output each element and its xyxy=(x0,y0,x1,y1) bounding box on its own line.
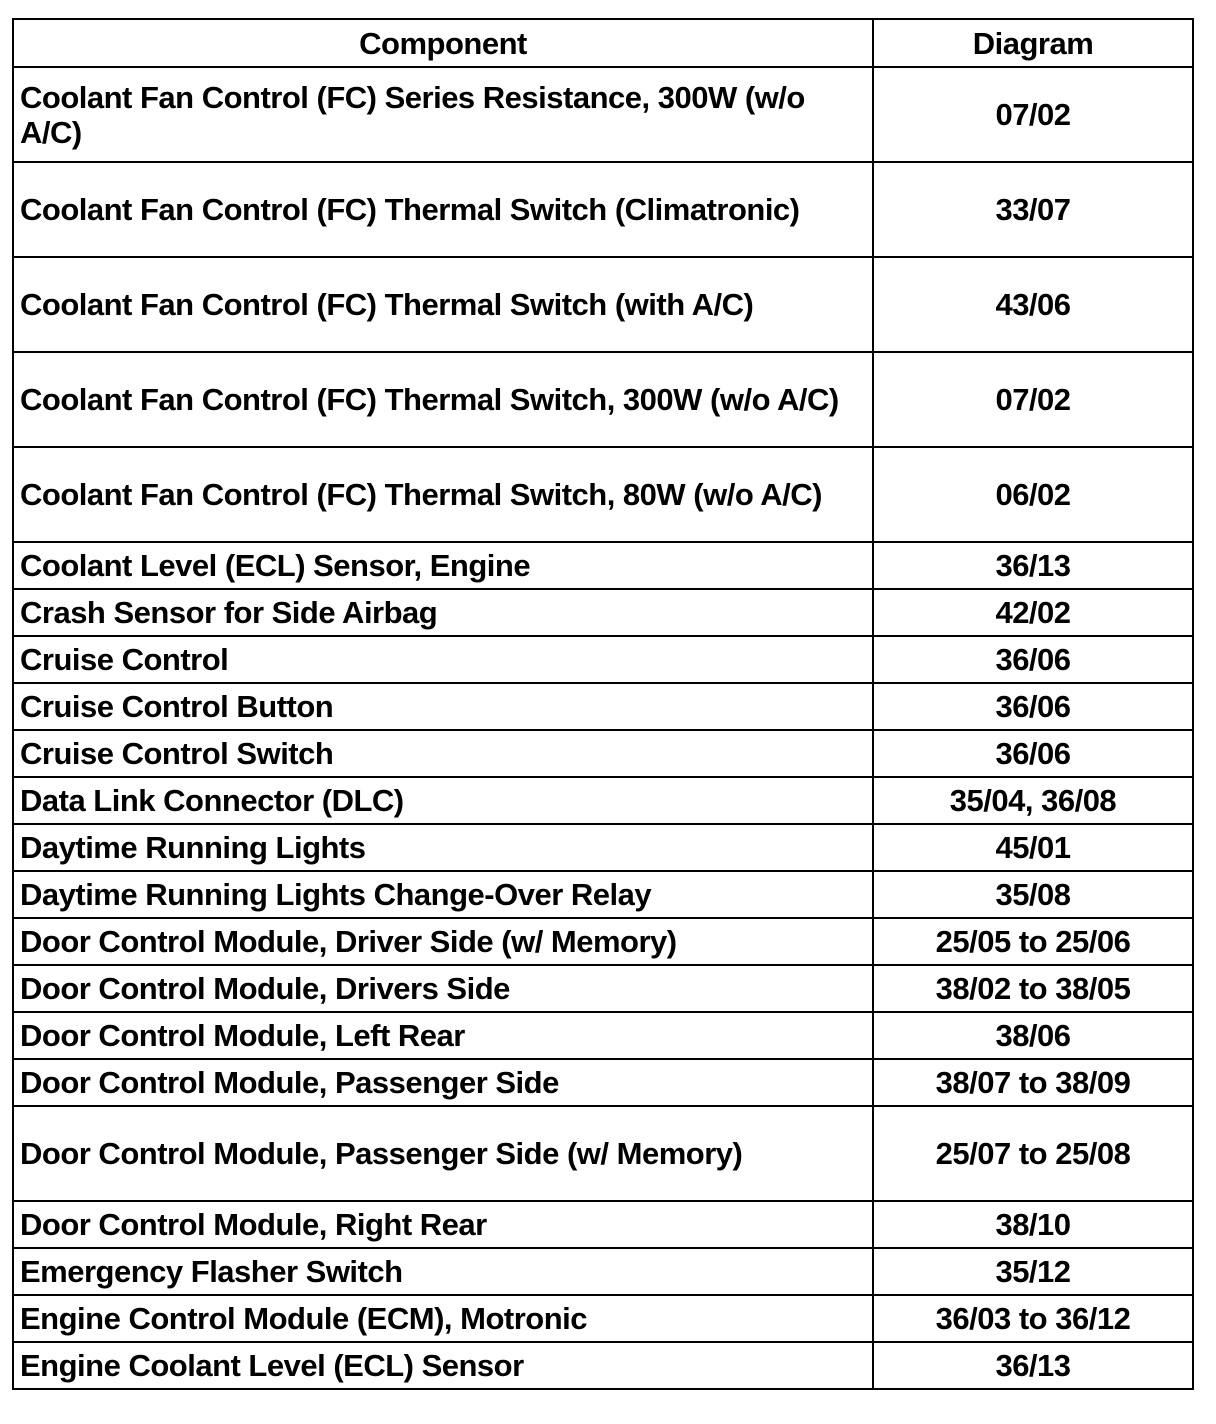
component-cell: Data Link Connector (DLC) xyxy=(13,777,873,824)
component-cell: Engine Control Module (ECM), Motronic xyxy=(13,1295,873,1342)
table-row xyxy=(13,542,1193,589)
diagram-cell: 25/05 to 25/06 xyxy=(873,918,1193,965)
diagram-cell: 36/06 xyxy=(873,730,1193,777)
diagram-cell: 06/02 xyxy=(873,447,1193,542)
table-row xyxy=(13,1295,1193,1342)
table-row xyxy=(13,1012,1193,1059)
table-row xyxy=(13,965,1193,1012)
diagram-cell: 35/12 xyxy=(873,1248,1193,1295)
table-row xyxy=(13,918,1193,965)
header-row xyxy=(13,19,1193,67)
component-cell: Engine Coolant Level (ECL) Sensor xyxy=(13,1342,873,1389)
diagram-cell: 36/06 xyxy=(873,636,1193,683)
header-component: Component xyxy=(13,19,873,67)
diagram-cell: 25/07 to 25/08 xyxy=(873,1106,1193,1201)
component-cell: Door Control Module, Passenger Side xyxy=(13,1059,873,1106)
diagram-cell: 36/13 xyxy=(873,542,1193,589)
table-row xyxy=(13,824,1193,871)
table-row xyxy=(13,1059,1193,1106)
component-cell: Door Control Module, Passenger Side (w/ Memory) xyxy=(13,1106,873,1201)
component-cell: Crash Sensor for Side Airbag xyxy=(13,589,873,636)
diagram-cell: 36/06 xyxy=(873,683,1193,730)
component-cell: Door Control Module, Driver Side (w/ Memory) xyxy=(13,918,873,965)
table-row xyxy=(13,1201,1193,1248)
diagram-cell: 36/03 to 36/12 xyxy=(873,1295,1193,1342)
diagram-cell: 45/01 xyxy=(873,824,1193,871)
component-cell: Door Control Module, Right Rear xyxy=(13,1201,873,1248)
table-row xyxy=(13,1106,1193,1201)
diagram-cell: 38/02 to 38/05 xyxy=(873,965,1193,1012)
table-row xyxy=(13,871,1193,918)
table-row xyxy=(13,589,1193,636)
table-row xyxy=(13,352,1193,447)
diagram-cell: 42/02 xyxy=(873,589,1193,636)
component-cell: Coolant Level (ECL) Sensor, Engine xyxy=(13,542,873,589)
table-row xyxy=(13,636,1193,683)
component-cell: Cruise Control Button xyxy=(13,683,873,730)
diagram-cell: 38/06 xyxy=(873,1012,1193,1059)
component-cell: Coolant Fan Control (FC) Thermal Switch (Climatronic) xyxy=(13,162,873,257)
table-row xyxy=(13,447,1193,542)
diagram-cell: 36/13 xyxy=(873,1342,1193,1389)
diagram-cell: 35/04, 36/08 xyxy=(873,777,1193,824)
component-cell: Emergency Flasher Switch xyxy=(13,1248,873,1295)
table-row xyxy=(13,683,1193,730)
component-cell: Coolant Fan Control (FC) Thermal Switch, 300W (w/o A/C) xyxy=(13,352,873,447)
diagram-cell: 07/02 xyxy=(873,67,1193,162)
diagram-cell: 35/08 xyxy=(873,871,1193,918)
header-diagram: Diagram xyxy=(873,19,1193,67)
diagram-cell: 33/07 xyxy=(873,162,1193,257)
component-cell: Cruise Control Switch xyxy=(13,730,873,777)
diagram-cell: 38/10 xyxy=(873,1201,1193,1248)
table-row xyxy=(13,67,1193,162)
component-diagram-sheet xyxy=(12,18,1194,1390)
diagram-cell: 43/06 xyxy=(873,257,1193,352)
table-row xyxy=(13,1342,1193,1389)
table-row xyxy=(13,1248,1193,1295)
component-cell: Coolant Fan Control (FC) Thermal Switch, 80W (w/o A/C) xyxy=(13,447,873,542)
component-cell: Coolant Fan Control (FC) Series Resistance, 300W (w/o A/C) xyxy=(13,67,873,162)
table-row xyxy=(13,162,1193,257)
diagram-cell: 07/02 xyxy=(873,352,1193,447)
component-diagram-table xyxy=(12,18,1194,1390)
component-cell: Door Control Module, Drivers Side xyxy=(13,965,873,1012)
component-cell: Daytime Running Lights xyxy=(13,824,873,871)
component-cell: Coolant Fan Control (FC) Thermal Switch (with A/C) xyxy=(13,257,873,352)
component-cell: Cruise Control xyxy=(13,636,873,683)
diagram-cell: 38/07 to 38/09 xyxy=(873,1059,1193,1106)
table-row xyxy=(13,257,1193,352)
table-row xyxy=(13,730,1193,777)
component-cell: Daytime Running Lights Change-Over Relay xyxy=(13,871,873,918)
component-cell: Door Control Module, Left Rear xyxy=(13,1012,873,1059)
table-row xyxy=(13,777,1193,824)
